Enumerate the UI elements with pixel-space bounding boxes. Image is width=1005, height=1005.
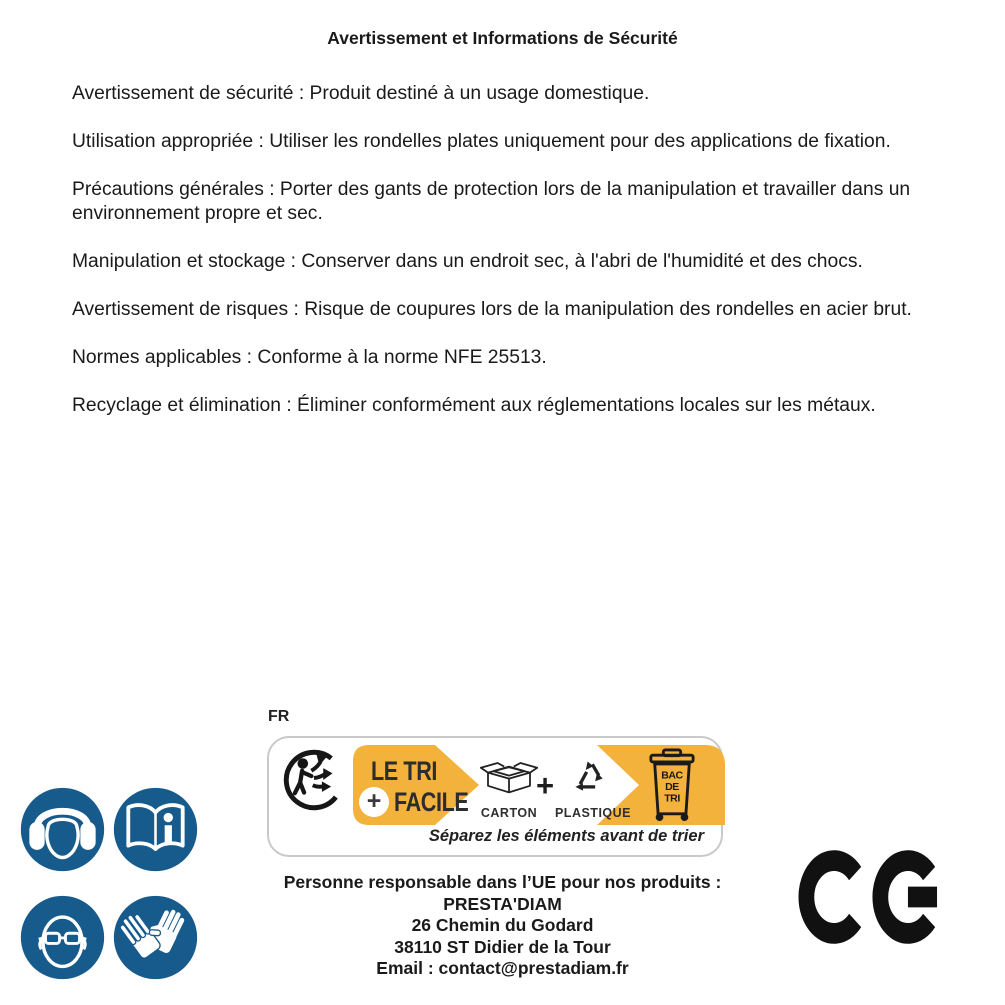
le-tri-text: LE TRI — [371, 756, 437, 786]
safety-paragraph: Recyclage et élimination : Éliminer conformément aux réglementations locales sur les métaux. — [72, 395, 876, 416]
bin-text-line: DE — [665, 780, 679, 793]
responsible-intro: Personne responsable dans l’UE pour nos produits : — [283, 872, 722, 892]
triman-icon — [280, 747, 348, 818]
address-line: 26 Chemin du Godard — [411, 915, 594, 935]
facile-text: FACILE — [394, 787, 469, 817]
plastique-label: PLASTIQUE — [554, 806, 632, 820]
recycling-info-label — [267, 736, 723, 857]
responsible-person-block — [250, 872, 755, 980]
bin-text-line: BAC — [661, 769, 683, 782]
wear-eye-protection-icon — [20, 895, 105, 980]
email-line: Email : contact@prestadiam.fr — [376, 958, 629, 978]
wear-ear-protection-icon — [20, 787, 105, 872]
read-instruction-manual-icon — [113, 787, 198, 872]
safety-paragraph: Normes applicables : Conforme à la norme NFE 25513. — [72, 347, 547, 368]
plus-circle-icon: + — [359, 787, 389, 817]
carton-box-icon — [479, 756, 539, 805]
address-line: 38110 ST Didier de la Tour — [394, 936, 611, 957]
page-title: Avertissement et Informations de Sécurité — [327, 28, 678, 48]
ce-mark-icon — [797, 845, 940, 954]
sorting-caption: Séparez les éléments avant de trier — [428, 827, 704, 845]
safety-paragraph: Utilisation appropriée : Utiliser les rondelles plates uniquement pour des applications de fixation. — [72, 131, 891, 152]
bin-text-line: TRI — [664, 792, 680, 805]
wear-protective-gloves-icon — [113, 895, 198, 980]
plus-separator: + — [536, 768, 555, 803]
country-code-label: FR — [268, 708, 290, 725]
safety-text-block — [72, 82, 950, 442]
safety-paragraph: Manipulation et stockage : Conserver dans un endroit sec, à l'abri de l'humidité et des chocs. — [72, 251, 863, 272]
safety-paragraph: Avertissement de risques : Risque de coupures lors de la manipulation des rondelles en acier brut. — [72, 299, 912, 320]
sorting-bin-icon — [648, 748, 696, 827]
safety-paragraph: Précautions générales : Porter des gants de protection lors de la manipulation et travailler dans un environnement propre et sec. — [72, 179, 911, 224]
mandatory-safety-icons — [20, 787, 198, 980]
sorting-banner — [353, 745, 725, 825]
plastic-recycling-icon — [566, 754, 613, 806]
company-name: PRESTA'DIAM — [443, 893, 562, 914]
carton-label: CARTON — [480, 806, 538, 820]
safety-paragraph: Avertissement de sécurité : Produit destiné à un usage domestique. — [72, 83, 650, 104]
